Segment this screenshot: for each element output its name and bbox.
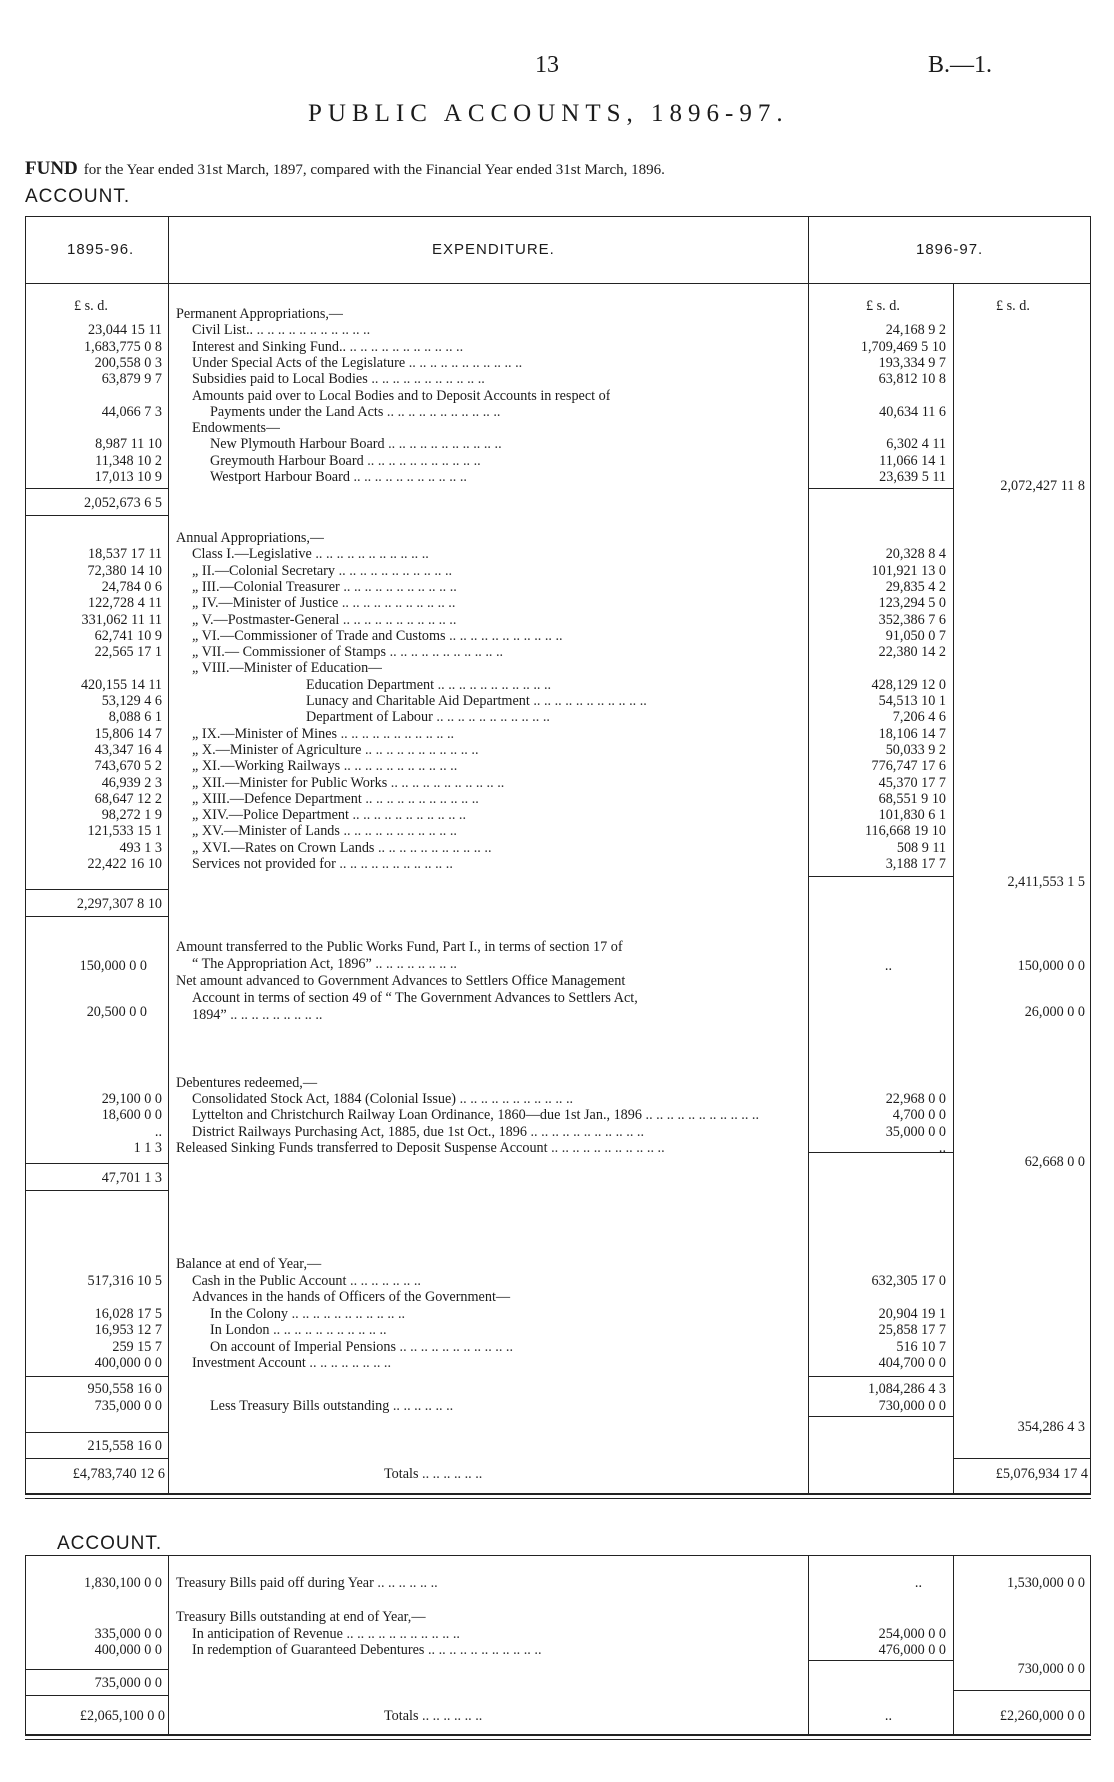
subtotal-rule [808,488,953,489]
advances-heading: Advances in the hands of Officers of the Government— [192,1289,511,1305]
annual-row-1897: 7,206 4 6 [892,709,946,726]
cash-1897: 632,305 17 0 [871,1273,946,1289]
annual-row-desc: „ XIV.—Police Department .. .. .. .. .. .. .. .. .. .. .. [192,807,466,824]
gas-1897: 26,000 0 0 [1024,1004,1085,1020]
subtotal-rule [808,1376,953,1377]
advance-row-desc: In the Colony .. .. .. .. .. .. .. .. .. .. .. [210,1306,406,1322]
perm-row-1897: 193,334 9 7 [878,354,946,371]
tb-paid-desc: Treasury Bills paid off during Year .. .. .. .. .. .. [176,1575,438,1591]
page-title: PUBLIC ACCOUNTS, 1896-97. [308,100,789,127]
annual-row-1897: 68,551 9 10 [878,790,946,807]
tb-row-1895: 400,000 0 0 [94,1642,162,1659]
debenture-row-desc: District Railways Purchasing Act, 1885, due 1st Oct., 1896 .. .. .. .. .. .. .. .. .. .. .. [192,1123,644,1140]
advance-row-1895: 16,028 17 5 [94,1306,162,1322]
perm-row-1897: 1,709,469 5 10 [860,338,946,355]
perm-row-desc: Endowments— [192,420,281,437]
annual-row-1895: 68,647 12 2 [94,790,162,807]
totals2-1897: £2,260,000 0 0 [999,1708,1085,1724]
perm-row-1897: 11,066 14 1 [879,452,946,469]
gas-desc-line2: Account in terms of section 49 of “ The Government Advances to Settlers Act, [192,990,638,1006]
annual-row-1895: 420,155 14 11 [80,676,162,693]
annual-row-1897: 18,106 14 7 [878,725,946,742]
annual-row-1895: 22,565 17 1 [94,644,162,661]
subtotal-rule [25,515,168,516]
debenture-row-1897: 35,000 0 0 [885,1123,946,1140]
col-divider [953,1555,954,1735]
treasury-less-desc: Less Treasury Bills outstanding .. .. .. .. .. .. [210,1398,454,1414]
col-divider [953,283,954,1494]
subtotal-rule [808,1416,953,1417]
annual-row-1897: 101,921 13 0 [871,562,946,579]
balance-net-1895: 215,558 16 0 [87,1438,162,1454]
investment-desc: Investment Account .. .. .. .. .. .. .. .. [192,1355,391,1371]
annual-row-desc: „ III.—Colonial Treasurer .. .. .. .. .. .. .. .. .. .. .. [192,578,457,595]
subtotal-rule [25,1163,168,1164]
pwf-desc-line2: “ The Appropriation Act, 1896” .. .. .. .. .. .. .. .. [192,956,457,972]
annual-row-desc: „ IX.—Minister of Mines .. .. .. .. .. .. .. .. .. .. .. [192,725,455,742]
col-divider [168,216,169,1494]
perm-row-desc: Westport Harbour Board .. .. .. .. .. .. .. .. .. .. .. [210,469,467,485]
subtotal-rule [25,1669,168,1670]
annual-row-1895: 62,741 10 9 [94,627,162,644]
annual-row-1895: 493 1 3 [119,839,162,856]
advance-row-desc: In London .. .. .. .. .. .. .. .. .. .. .. [210,1322,387,1339]
annual-row-1897: 116,668 19 10 [864,823,946,840]
annual-row-1897: 20,328 8 4 [885,546,946,563]
perm-row-desc: Under Special Acts of the Legislature .. .. .. .. .. .. .. .. .. .. .. [192,354,523,371]
subtotal-annual-1897: 2,411,553 1 5 [1007,874,1085,890]
gas-desc-line1: Net amount advanced to Government Advances to Settlers Office Management [176,973,626,989]
totals2-label: Totals .. .. .. .. .. .. [384,1708,483,1724]
annual-row-1895: 46,939 2 3 [101,774,162,791]
annual-row-1895: 53,129 4 6 [101,693,162,709]
annual-row-desc: „ VII.— Commissioner of Stamps .. .. .. .. .. .. .. .. .. .. .. [192,644,504,661]
totals2-1897-detail: .. [884,1708,892,1724]
annual-row-desc: „ V.—Postmaster-General .. .. .. .. .. .. .. .. .. .. .. [192,611,457,628]
tb-paid-1897: 1,530,000 0 0 [1006,1575,1085,1591]
annual-row-desc: „ VI.—Commissioner of Trade and Customs .. .. .. .. .. .. .. .. .. .. .. [192,627,563,644]
tb-paid-1895: 1,830,100 0 0 [83,1575,162,1591]
pwf-desc-line1: Amount transferred to the Public Works Fund, Part I., in terms of section 17 of [176,939,623,955]
tb-subtotal-1897: 730,000 0 0 [1017,1661,1085,1677]
perm-row-desc: New Plymouth Harbour Board .. .. .. .. .. .. .. .. .. .. .. [210,436,502,453]
subtotal-rule [25,1376,168,1377]
currency-head-left: £ s. d. [74,298,108,314]
annual-row-1897: 50,033 9 2 [885,741,946,758]
annual-row-1895: 743,670 5 2 [94,758,162,775]
annual-row-1897: 508 9 11 [896,839,946,856]
perm-row-1895: 200,558 0 3 [94,354,162,371]
annual-row-desc: Education Department .. .. .. .. .. .. .. .. .. .. .. [306,676,552,693]
annual-row-1897: 123,294 5 0 [878,595,946,612]
tb-outstanding-heading: Treasury Bills outstanding at end of Year,— [176,1609,426,1625]
subtotal-rule [808,1660,953,1661]
perm-row-1895: 17,013 10 9 [94,469,162,485]
subtotal-rule [25,1695,168,1696]
debentures-heading: Debentures redeemed,— [176,1075,318,1091]
tb-row-desc: In redemption of Guaranteed Debentures .. .. .. .. .. .. .. .. .. .. .. [192,1642,542,1659]
page-subtitle [25,158,665,180]
annual-row-desc: „ XVI.—Rates on Crown Lands .. .. .. .. .. .. .. .. .. .. .. [192,839,492,856]
account-label-top: ACCOUNT. [25,186,131,207]
annual-row-desc: „ XI.—Working Railways .. .. .. .. .. .. .. .. .. .. .. [192,758,458,775]
investment-1895: 400,000 0 0 [94,1355,162,1371]
pwf-1897: 150,000 0 0 [1017,958,1085,974]
subtotal-annual-1895: 2,297,307 8 10 [76,896,162,912]
gas-1895: 20,500 0 0 [86,1004,147,1020]
debenture-row-1895: .. [154,1123,162,1140]
balance-sum-1897: 1,084,286 4 3 [867,1381,946,1397]
perm-row-desc: Amounts paid over to Local Bodies and to Deposit Accounts in respect of [192,387,611,404]
tb-paid-1897-detail: .. [914,1575,922,1591]
advance-row-1895: 259 15 7 [112,1338,162,1355]
col-divider [808,216,809,1494]
table-bottom-rule [25,1494,1091,1499]
totals2-1895: £2,065,100 0 0 [79,1708,165,1724]
fund-label: FUND [25,158,78,179]
subtotal-rule [25,1190,168,1191]
annual-row-desc: „ X.—Minister of Agriculture .. .. .. .. .. .. .. .. .. .. .. [192,741,479,758]
advance-row-1897: 25,858 17 7 [878,1322,946,1339]
debentures-subtotal-1897: 62,668 0 0 [1024,1154,1085,1170]
balance-heading: Balance at end of Year,— [176,1256,322,1272]
perm-row-desc: Subsidies paid to Local Bodies .. .. .. .. .. .. .. .. .. .. .. [192,371,485,388]
perm-row-desc: Greymouth Harbour Board .. .. .. .. .. .. .. .. .. .. .. [210,452,481,469]
subtotal-rule [25,1432,168,1433]
pwf-1897-detail: .. [884,958,892,974]
page-number: 13 [535,52,559,78]
tb-row-desc: In anticipation of Revenue .. .. .. .. .. .. .. .. .. .. .. [192,1626,460,1642]
annual-row-1895: 15,806 14 7 [94,725,162,742]
annual-row-1895: 43,347 16 4 [94,741,162,758]
annual-row-desc: „ XIII.—Defence Department .. .. .. .. .. .. .. .. .. .. .. [192,790,479,807]
annual-row-desc: Annual Appropriations,— [176,530,325,546]
annual-row-desc: „ IV.—Minister of Justice .. .. .. .. .. .. .. .. .. .. .. [192,595,456,612]
currency-head-mid: £ s. d. [866,298,900,314]
annual-row-1897: 3,188 17 7 [885,856,946,872]
subtotal-rule [953,1690,1091,1691]
balance-net-1897: 354,286 4 3 [1017,1419,1085,1435]
debenture-row-desc: Consolidated Stock Act, 1884 (Colonial Issue) .. .. .. .. .. .. .. .. .. .. .. [192,1091,574,1107]
annual-row-1895: 122,728 4 11 [88,595,162,612]
subtotal-rule [808,1152,953,1153]
header-rule [25,283,1091,284]
annual-row-1895: 121,533 15 1 [87,823,162,840]
annual-row-1897: 352,386 7 6 [878,611,946,628]
annual-row-desc: Department of Labour .. .. .. .. .. .. .. .. .. .. .. [306,709,550,726]
subtitle-text: for the Year ended 31st March, 1897, compared with the Financial Year ended 31st March, 1896. [83,162,665,178]
annual-row-1897: 776,747 17 6 [871,758,946,775]
debenture-row-1895: 1 1 3 [133,1139,162,1156]
annual-row-1895: 98,272 1 9 [101,807,162,824]
perm-row-1897: 24,168 9 2 [885,322,946,339]
annual-row-1897: 101,830 6 1 [878,807,946,824]
annual-row-1897: 22,380 14 2 [878,644,946,661]
annual-row-1897: 91,050 0 7 [885,627,946,644]
advance-row-desc: On account of Imperial Pensions .. .. .. .. .. .. .. .. .. .. .. [210,1338,514,1355]
advance-row-1897: 20,904 19 1 [878,1306,946,1322]
col-header-1897: 1896-97. [916,241,984,258]
annual-row-1897: 45,370 17 7 [878,774,946,791]
perm-row-1895: 8,987 11 10 [95,436,162,453]
annual-row-1897: 54,513 10 1 [878,693,946,709]
tb-row-1895: 335,000 0 0 [94,1626,162,1642]
perm-row-1897: 63,812 10 8 [878,371,946,388]
col-header-1895: 1895-96. [67,241,135,258]
perm-row-1895: 11,348 10 2 [95,452,162,469]
debenture-row-desc: Lyttelton and Christchurch Railway Loan Ordinance, 1860—due 1st Jan., 1896 .. .. .. .. .. .. .. .. .. .. .. [192,1107,760,1124]
annual-row-1895: 24,784 0 6 [101,578,162,595]
advance-row-1895: 16,953 12 7 [94,1322,162,1339]
debenture-row-1897: 22,968 0 0 [885,1091,946,1107]
tb-row-1897: 254,000 0 0 [878,1626,946,1642]
currency-head-right: £ s. d. [996,298,1030,314]
col-divider [168,1555,169,1735]
perm-row-1895: 1,683,775 0 8 [83,338,162,355]
debenture-row-1895: 18,600 0 0 [101,1107,162,1124]
col-divider [808,1555,809,1735]
perm-row-desc: Payments under the Land Acts .. .. .. .. .. .. .. .. .. .. .. [210,403,501,420]
subtotal-rule [25,1458,168,1459]
subtotal-rule [25,889,168,890]
annual-row-desc: „ XII.—Minister for Public Works .. .. .. .. .. .. .. .. .. .. .. [192,774,505,791]
totals-1897: £5,076,934 17 4 [995,1466,1088,1482]
perm-row-desc: Permanent Appropriations,— [176,306,344,322]
subtotal-perm-1897: 2,072,427 11 8 [1000,478,1085,494]
annual-row-desc: Lunacy and Charitable Aid Department .. .. .. .. .. .. .. .. .. .. .. [306,693,647,709]
treasury-less-1895: 735,000 0 0 [94,1398,162,1414]
annual-row-1895: 72,380 14 10 [87,562,162,579]
annual-row-1895: 331,062 11 11 [81,611,162,628]
debentures-subtotal-1895: 47,701 1 3 [101,1170,162,1186]
annual-row-desc: „ VIII.—Minister of Education— [192,660,383,677]
subtotal-rule [25,916,168,917]
investment-1897: 404,700 0 0 [878,1355,946,1371]
cash-1895: 517,316 10 5 [87,1273,162,1289]
subtotal-perm-1895: 2,052,673 6 5 [83,495,162,511]
table-bottom-rule [25,1735,1091,1740]
totals-1895: £4,783,740 12 6 [72,1466,165,1482]
account-label-bottom: ACCOUNT. [57,1533,163,1554]
annual-row-1895: 22,422 16 10 [87,856,162,872]
pwf-1895: 150,000 0 0 [79,958,147,974]
treasury-less-1897: 730,000 0 0 [878,1398,946,1414]
gas-desc-line3: 1894” .. .. .. .. .. .. .. .. .. [192,1007,323,1023]
perm-row-1897: 40,634 11 6 [879,403,946,420]
perm-row-1895: 23,044 15 11 [88,322,162,339]
tb-subtotal-1895: 735,000 0 0 [94,1675,162,1691]
perm-row-1897: 6,302 4 11 [886,436,946,453]
col-header-expenditure: EXPENDITURE. [432,241,555,258]
perm-row-1895: 44,066 7 3 [101,403,162,420]
annual-row-desc: „ XV.—Minister of Lands .. .. .. .. .. .. .. .. .. .. .. [192,823,457,840]
annual-row-desc: Class I.—Legislative .. .. .. .. .. .. .. .. .. .. .. [192,546,429,563]
annual-row-desc: „ II.—Colonial Secretary .. .. .. .. .. .. .. .. .. .. .. [192,562,453,579]
debenture-row-1895: 29,100 0 0 [101,1091,162,1107]
debenture-row-1897: .. [938,1139,946,1156]
debenture-row-1897: 4,700 0 0 [892,1107,946,1124]
page-reference: B.—1. [928,52,993,78]
annual-row-1895: 8,088 6 1 [108,709,162,726]
advance-row-1897: 516 10 7 [896,1338,946,1355]
perm-row-desc: Civil List.. .. .. .. .. .. .. .. .. .. .. .. [192,322,371,339]
subtotal-rule [953,1458,1091,1459]
totals-label: Totals .. .. .. .. .. .. [384,1466,483,1482]
perm-row-1895: 63,879 9 7 [101,371,162,388]
annual-row-1897: 29,835 4 2 [885,578,946,595]
annual-row-desc: Services not provided for .. .. .. .. .. .. .. .. .. .. .. [192,856,453,872]
debenture-row-desc: Released Sinking Funds transferred to Deposit Suspense Account .. .. .. .. .. .. .. .. .. .. .. [176,1139,665,1156]
balance-sum-1895: 950,558 16 0 [87,1381,162,1397]
annual-row-1897: 428,129 12 0 [871,676,946,693]
tb-row-1897: 476,000 0 0 [878,1642,946,1659]
perm-row-desc: Interest and Sinking Fund.. .. .. .. .. .. .. .. .. .. .. .. [192,338,464,355]
subtotal-rule [808,876,953,877]
perm-row-1897: 23,639 5 11 [879,469,946,485]
cash-desc: Cash in the Public Account .. .. .. .. .. .. .. [192,1273,421,1289]
subtotal-rule [25,488,168,489]
annual-row-1895: 18,537 17 11 [88,546,162,563]
